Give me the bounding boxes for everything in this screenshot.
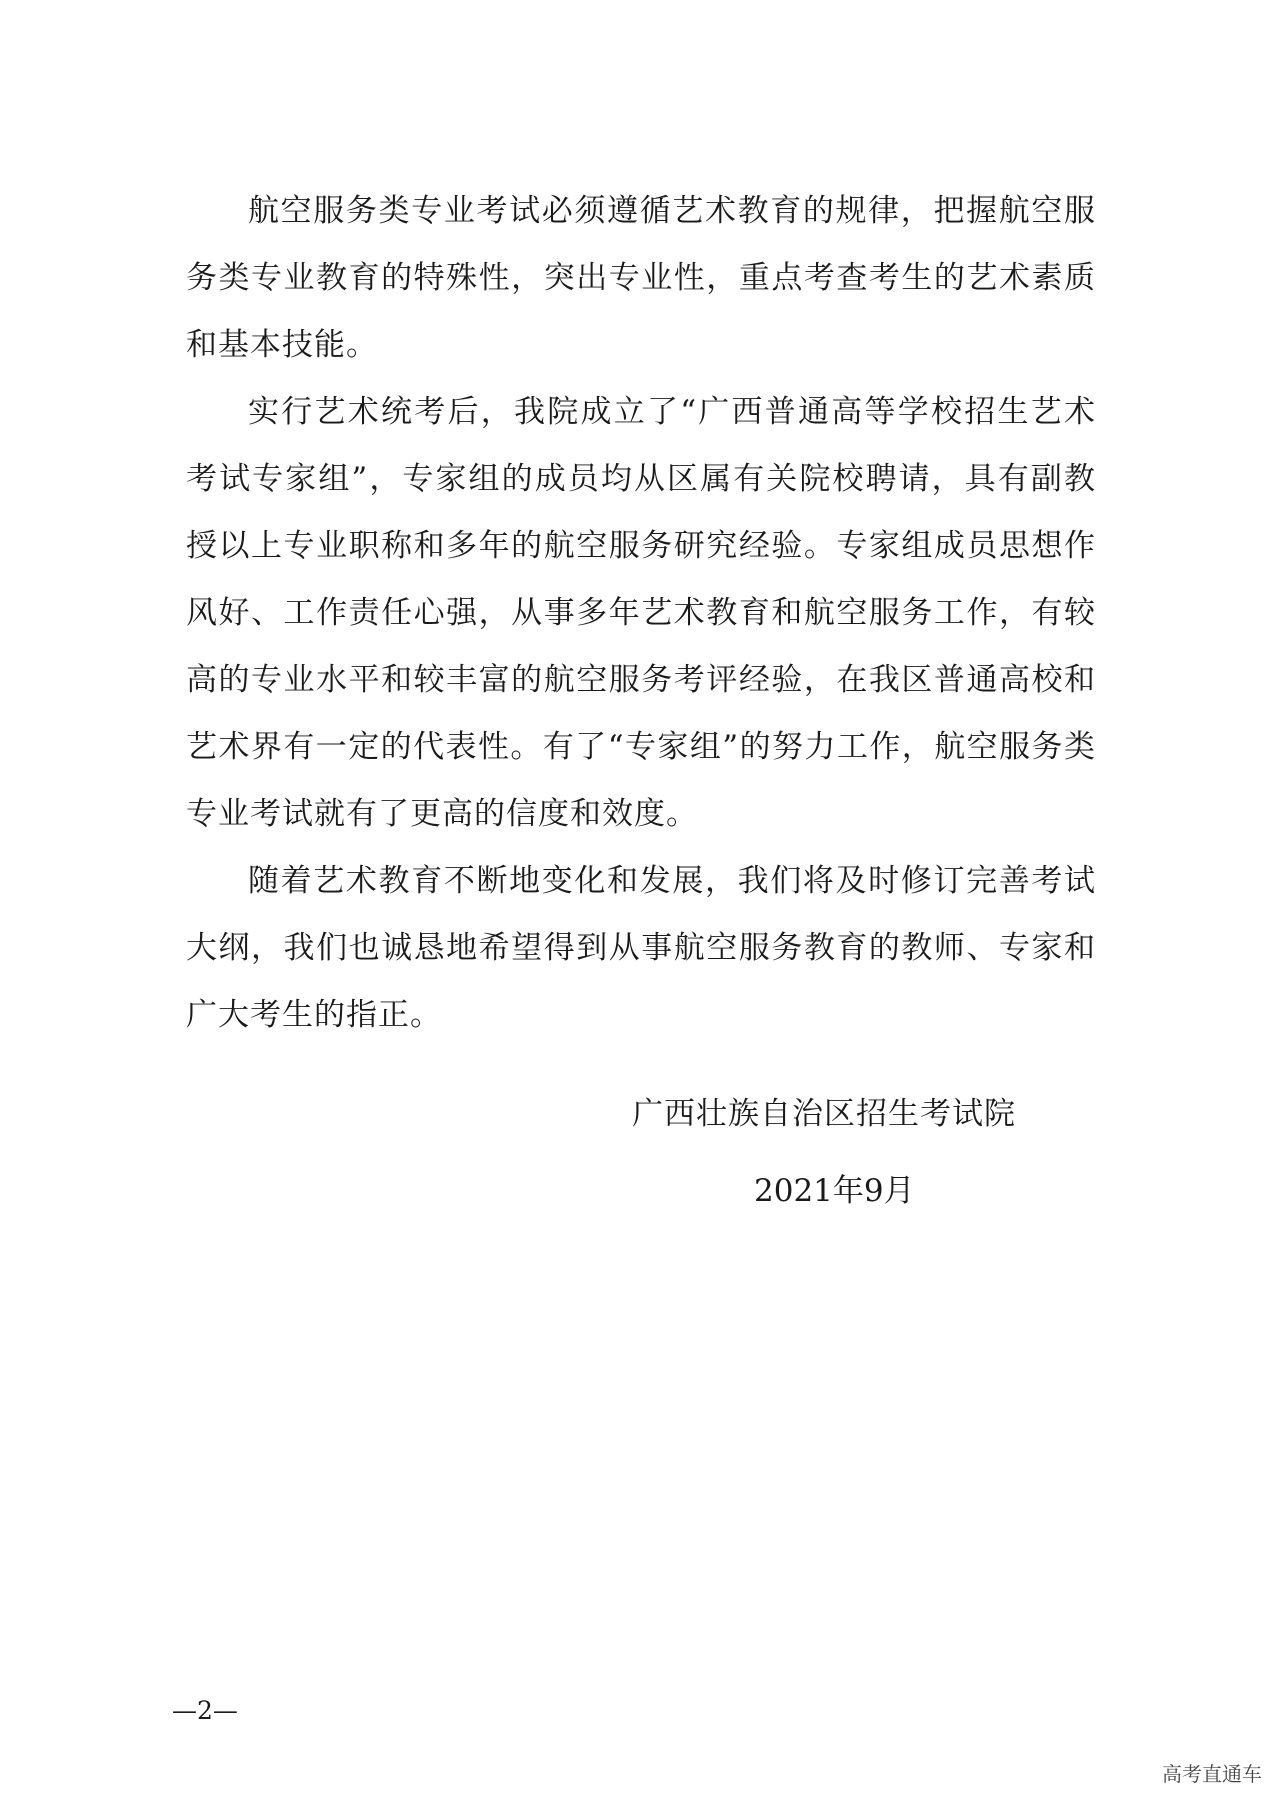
page-number: —2—: [172, 1696, 238, 1725]
paragraph-3: 随着艺术教育不断地变化和发展，我们将及时修订完善考试大纲，我们也诚恳地希望得到从事航空服务教育的教师、专家和广大考生的指正。: [186, 863, 1096, 1033]
signature-date: 2021年9月: [754, 1173, 915, 1209]
paragraph-1: 航空服务类专业考试必须遵循艺术教育的规律，把握航空服务类专业教育的特殊性，突出专业性，重点考查考生的艺术素质和基本技能。: [186, 193, 1096, 363]
watermark-text: 高考直通车: [1162, 1762, 1262, 1786]
signature-organization: 广西壮族自治区招生考试院: [632, 1096, 1016, 1132]
paragraph-2: 实行艺术统考后，我院成立了“广西普通高等学校招生艺术考试专家组”，专家组的成员均从区属有关院校聘请，具有副教授以上专业职称和多年的航空服务研究经验。专家组成员思想作风好、工作责任心强，从事多年艺术教育和航空服务工作，有较高的专业水平和较丰富的航空服务考评经验，在我区普通高校和艺术界有一定的代表性。有了“专家组”的努力工作，航空服务类专业考试就有了更高的信度和效度。: [186, 394, 1096, 832]
document-body: [186, 178, 1096, 1049]
